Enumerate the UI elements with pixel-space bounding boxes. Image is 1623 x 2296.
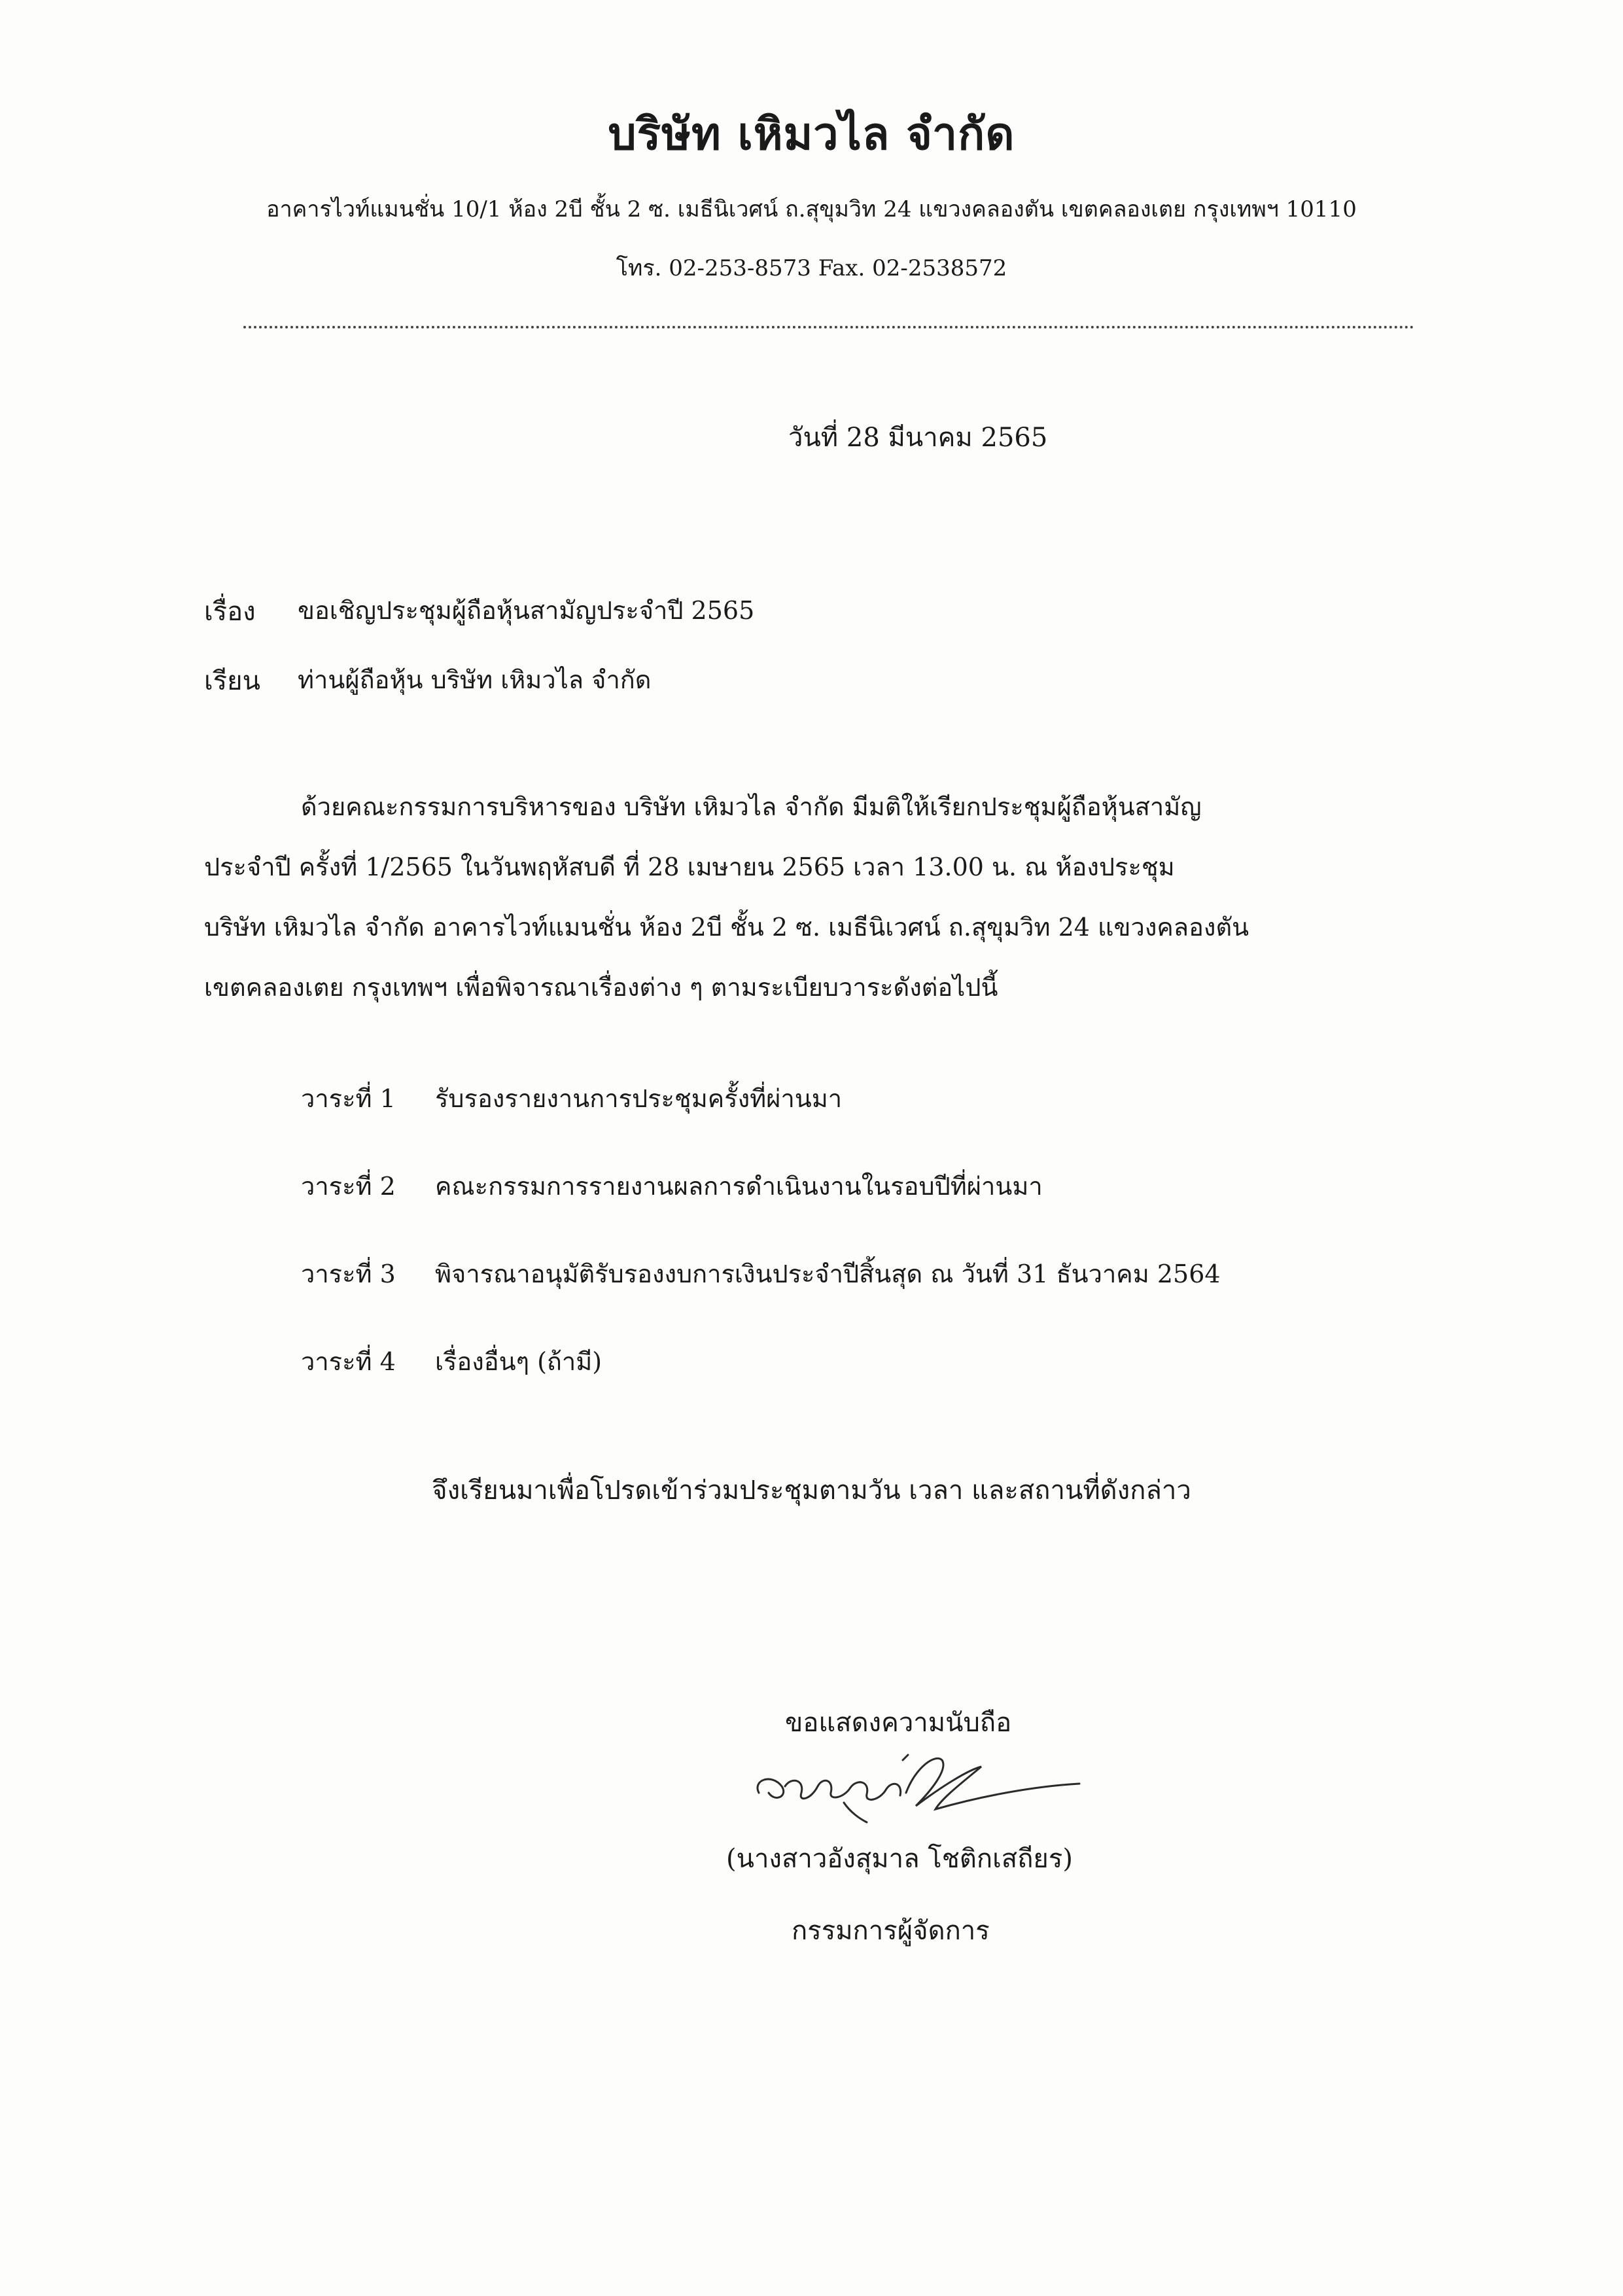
- signatory-title: กรรมการผู้จัดการ: [792, 1916, 990, 1946]
- subject-label: เรื่อง: [204, 597, 256, 627]
- agenda-text: รับรองรายงานการประชุมครั้งที่ผ่านมา: [435, 1084, 843, 1113]
- agenda-number: วาระที่ 1: [301, 1084, 396, 1113]
- signatory-name: (นางสาวอังสุมาล โชติกเสถียร): [726, 1844, 1073, 1874]
- agenda-number: วาระที่ 4: [301, 1347, 396, 1376]
- letter-date: วันที่ 28 มีนาคม 2565: [788, 423, 1048, 453]
- letterhead-divider: [243, 326, 1414, 328]
- recipient-label: เรียน: [204, 666, 260, 696]
- handwritten-signature: [746, 1740, 1086, 1826]
- agenda-number: วาระที่ 3: [301, 1260, 396, 1288]
- subject-text: ขอเชิญประชุมผู้ถือหุ้นสามัญประจำปี 2565: [298, 596, 755, 625]
- body-line: บริษัท เหิมวไล จำกัด อาคารไวท์แมนชั่น ห้อง 2บี ชั้น 2 ซ. เมธีนิเวศน์ ถ.สุขุมวิท 24 แขวงคลองตัน: [204, 913, 1249, 942]
- agenda-text: พิจารณาอนุมัติรับรองงบการเงินประจำปีสิ้นสุด ณ วันที่ 31 ธันวาคม 2564: [435, 1260, 1221, 1288]
- agenda-text: คณะกรรมการรายงานผลการดำเนินงานในรอบปีที่ผ่านมา: [435, 1172, 1043, 1201]
- company-address: อาคารไวท์แมนชั่น 10/1 ห้อง 2บี ชั้น 2 ซ. เมธีนิเวศน์ ถ.สุขุมวิท 24 แขวงคลองตัน เขตคลองเตย กรุงเทพฯ 10110: [266, 196, 1357, 222]
- agenda-text: เรื่องอื่นๆ (ถ้ามี): [435, 1347, 602, 1376]
- regards-text: ขอแสดงความนับถือ: [785, 1708, 1012, 1738]
- body-line: ด้วยคณะกรรมการบริหารของ บริษัท เหิมวไล จำกัด มีมติให้เรียกประชุมผู้ถือหุ้นสามัญ: [301, 792, 1202, 821]
- body-line: เขตคลองเตย กรุงเทพฯ เพื่อพิจารณาเรื่องต่าง ๆ ตามระเบียบวาระดังต่อไปนี้: [204, 973, 998, 1002]
- agenda-number: วาระที่ 2: [301, 1172, 396, 1201]
- company-name: บริษัท เหิมวไล จำกัด: [608, 109, 1015, 160]
- recipient-text: ท่านผู้ถือหุ้น บริษัท เหิมวไล จำกัด: [298, 665, 652, 694]
- body-line: ประจำปี ครั้งที่ 1/2565 ในวันพฤหัสบดี ที่ 28 เมษายน 2565 เวลา 13.00 น. ณ ห้องประชุม: [204, 853, 1175, 881]
- closing-sentence: จึงเรียนมาเพื่อโปรดเข้าร่วมประชุมตามวัน เวลา และสถานที่ดังกล่าว: [432, 1475, 1191, 1506]
- company-phone: โทร. 02-253-8573 Fax. 02-2538572: [616, 255, 1007, 281]
